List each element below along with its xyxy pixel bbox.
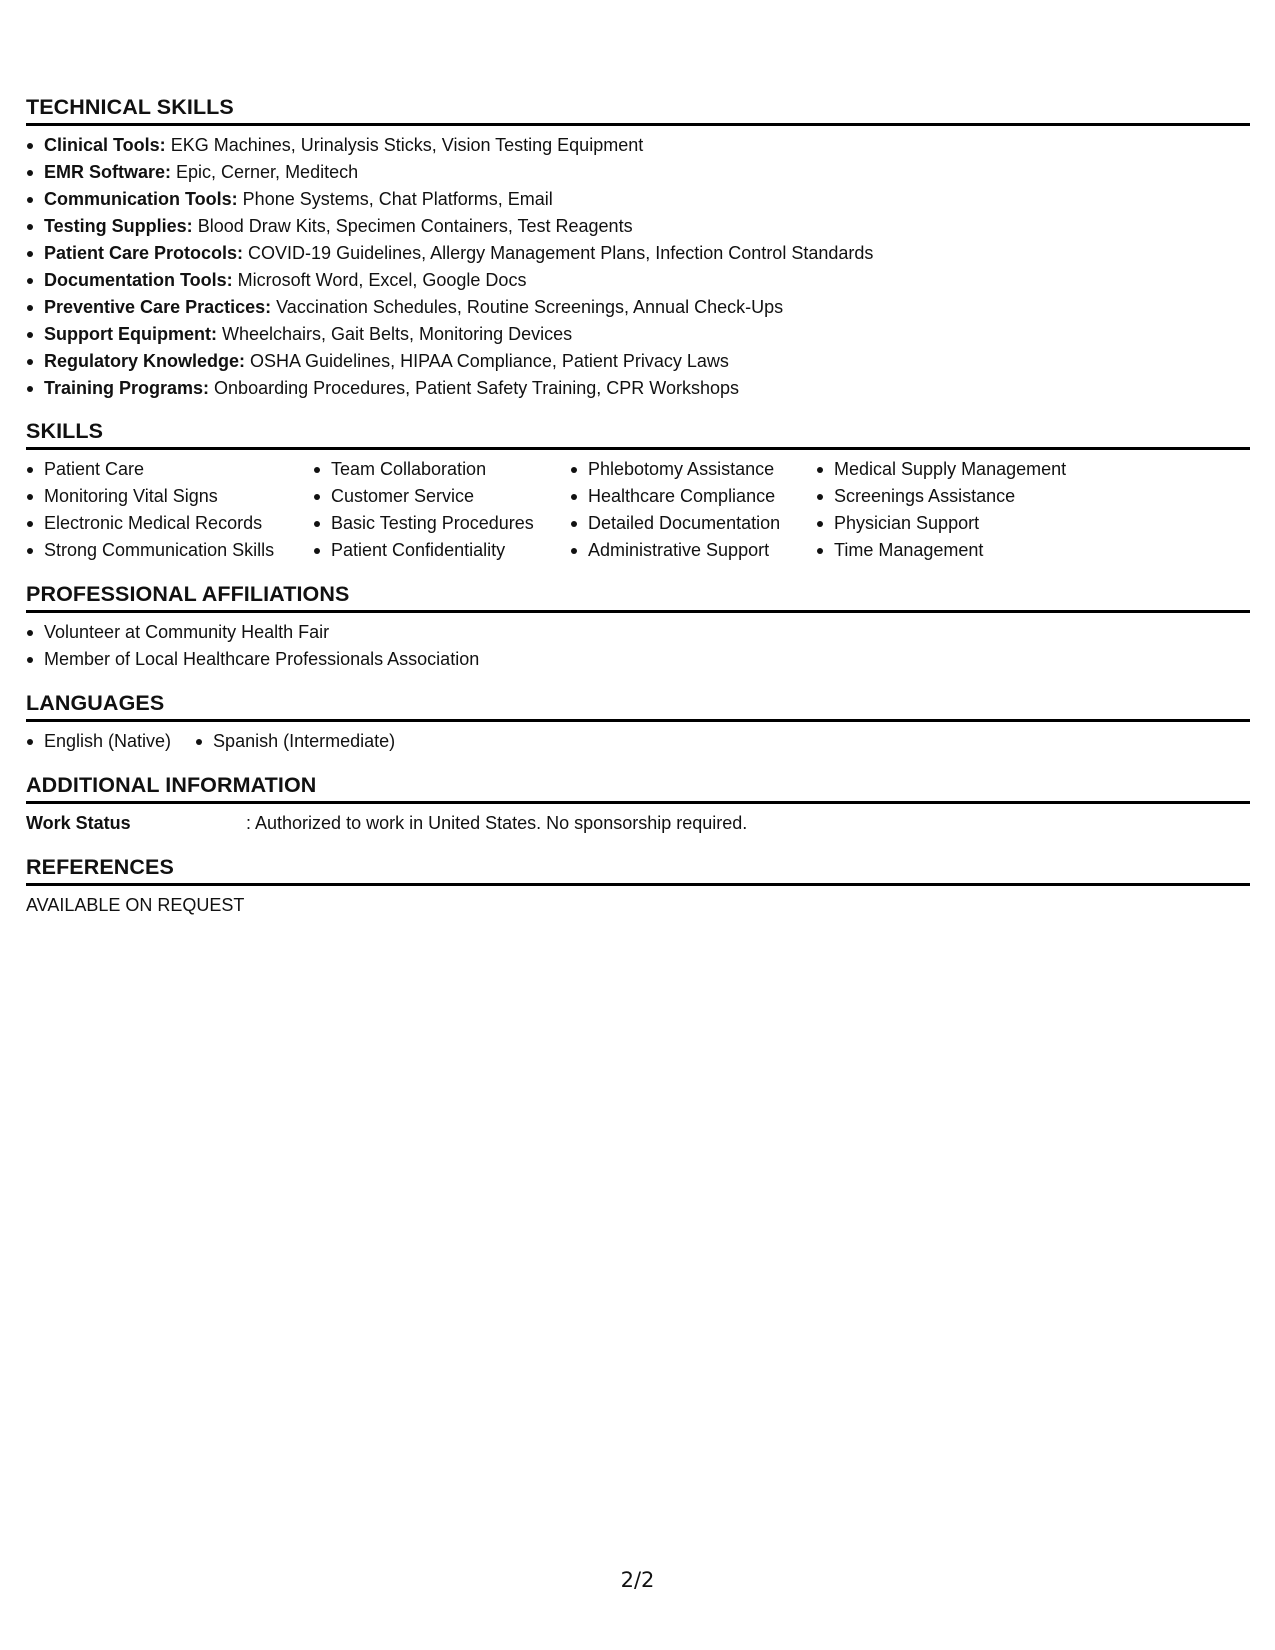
list-item: Customer Service bbox=[313, 483, 570, 510]
section-title: LANGUAGES bbox=[26, 691, 165, 715]
list-item: Phlebotomy Assistance bbox=[570, 456, 816, 483]
item-value: Onboarding Procedures, Patient Safety Training, CPR Workshops bbox=[209, 378, 739, 398]
list-item: Patient Confidentiality bbox=[313, 537, 570, 564]
section-title: SKILLS bbox=[26, 419, 104, 443]
references-text: AVAILABLE ON REQUEST bbox=[26, 895, 245, 915]
list-item: Member of Local Healthcare Professionals Association bbox=[26, 646, 1250, 673]
skills-section bbox=[26, 418, 1250, 564]
page-number: 2/2 bbox=[620, 1568, 655, 1592]
technical-skills-section bbox=[26, 94, 1250, 402]
list-item: Physician Support bbox=[816, 510, 1116, 537]
work-status-row bbox=[26, 810, 1250, 837]
item-label: Training Programs: bbox=[44, 378, 210, 398]
list-item: Volunteer at Community Health Fair bbox=[26, 619, 1250, 646]
list-item bbox=[26, 213, 1250, 240]
resume-page bbox=[26, 94, 1250, 919]
section-divider bbox=[26, 447, 1250, 450]
list-item bbox=[26, 375, 1250, 402]
list-item: Spanish (Intermediate) bbox=[195, 728, 395, 755]
item-label: EMR Software: bbox=[44, 162, 172, 182]
additional-info-section bbox=[26, 772, 1250, 837]
list-item bbox=[26, 348, 1250, 375]
list-item bbox=[26, 267, 1250, 294]
technical-skills-list bbox=[26, 132, 1250, 402]
list-item: Medical Supply Management bbox=[816, 456, 1116, 483]
list-item: Administrative Support bbox=[570, 537, 816, 564]
item-value: OSHA Guidelines, HIPAA Compliance, Patient Privacy Laws bbox=[245, 351, 729, 371]
list-item bbox=[26, 321, 1250, 348]
list-item bbox=[26, 159, 1250, 186]
list-item: Electronic Medical Records bbox=[26, 510, 313, 537]
section-divider bbox=[26, 610, 1250, 613]
item-label: Preventive Care Practices: bbox=[44, 297, 272, 317]
section-title: ADDITIONAL INFORMATION bbox=[26, 773, 317, 797]
references-section bbox=[26, 854, 1250, 919]
section-divider bbox=[26, 719, 1250, 722]
list-item: Time Management bbox=[816, 537, 1116, 564]
section-title: TECHNICAL SKILLS bbox=[26, 95, 234, 119]
item-value: Blood Draw Kits, Specimen Containers, Test Reagents bbox=[192, 216, 633, 236]
item-value: Epic, Cerner, Meditech bbox=[171, 162, 359, 182]
list-item: Detailed Documentation bbox=[570, 510, 816, 537]
item-label: Regulatory Knowledge: bbox=[44, 351, 246, 371]
section-title: PROFESSIONAL AFFILIATIONS bbox=[26, 582, 350, 606]
skills-column bbox=[313, 456, 570, 564]
list-item bbox=[26, 186, 1250, 213]
list-item: Healthcare Compliance bbox=[570, 483, 816, 510]
skills-column bbox=[26, 456, 313, 564]
list-item: Patient Care bbox=[26, 456, 313, 483]
list-item bbox=[26, 240, 1250, 267]
list-item: Screenings Assistance bbox=[816, 483, 1116, 510]
section-divider bbox=[26, 883, 1250, 886]
work-status-label: Work Status bbox=[26, 813, 131, 833]
list-item: Basic Testing Procedures bbox=[313, 510, 570, 537]
list-item: English (Native) bbox=[26, 728, 171, 755]
work-status-value: : Authorized to work in United States. No sponsorship required. bbox=[246, 813, 748, 833]
section-title: REFERENCES bbox=[26, 855, 174, 879]
skills-column bbox=[570, 456, 816, 564]
item-label: Testing Supplies: bbox=[44, 216, 193, 236]
item-label: Support Equipment: bbox=[44, 324, 217, 344]
item-value: COVID-19 Guidelines, Allergy Management Plans, Infection Control Standards bbox=[243, 243, 874, 263]
affiliations-section bbox=[26, 581, 1250, 673]
section-divider bbox=[26, 801, 1250, 804]
item-value: Wheelchairs, Gait Belts, Monitoring Devices bbox=[216, 324, 573, 344]
list-item: Team Collaboration bbox=[313, 456, 570, 483]
item-label: Documentation Tools: bbox=[44, 270, 233, 290]
list-item: Monitoring Vital Signs bbox=[26, 483, 313, 510]
languages-section bbox=[26, 690, 1250, 755]
list-item: Strong Communication Skills bbox=[26, 537, 313, 564]
list-item bbox=[26, 132, 1250, 159]
list-item bbox=[26, 294, 1250, 321]
languages-list bbox=[26, 728, 1250, 755]
item-label: Clinical Tools: bbox=[44, 135, 166, 155]
item-label: Communication Tools: bbox=[44, 189, 238, 209]
item-value: Vaccination Schedules, Routine Screenings, Annual Check-Ups bbox=[271, 297, 784, 317]
item-value: Phone Systems, Chat Platforms, Email bbox=[237, 189, 553, 209]
skills-column bbox=[816, 456, 1116, 564]
item-label: Patient Care Protocols: bbox=[44, 243, 244, 263]
skills-grid bbox=[26, 456, 1250, 564]
section-divider bbox=[26, 123, 1250, 126]
item-value: EKG Machines, Urinalysis Sticks, Vision Testing Equipment bbox=[165, 135, 644, 155]
affiliations-list bbox=[26, 619, 1250, 673]
item-value: Microsoft Word, Excel, Google Docs bbox=[232, 270, 527, 290]
